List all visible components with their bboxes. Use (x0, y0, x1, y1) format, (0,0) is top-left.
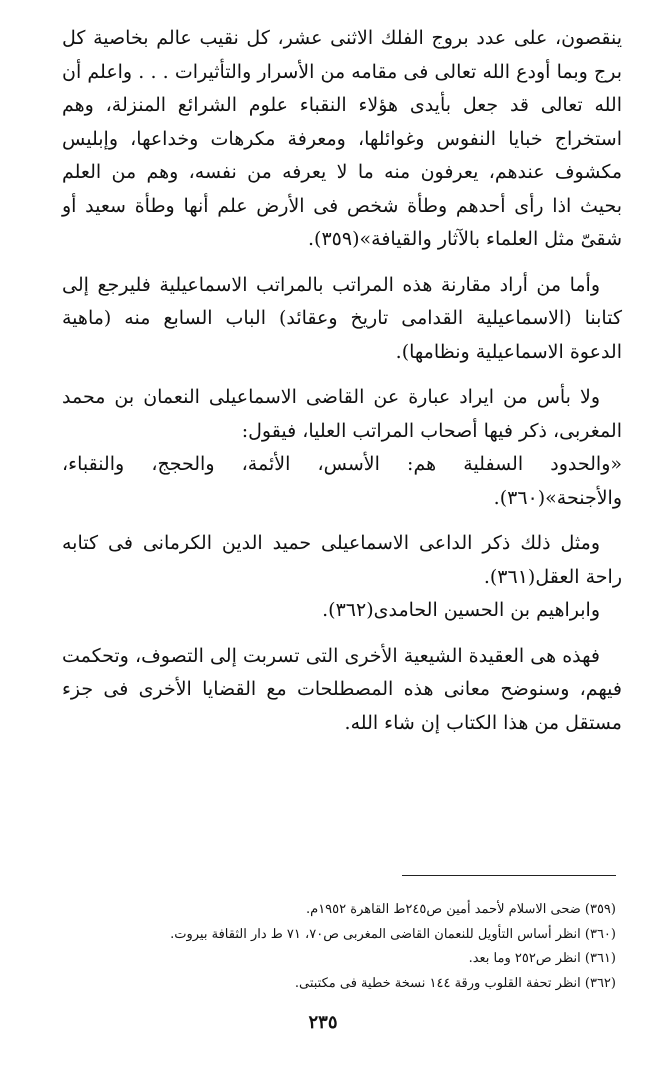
footnote-362: (٣٦٢) انظر تحفة القلوب ورقة ١٤٤ نسخة خطية فى مكتبتى. (294, 975, 616, 991)
paragraph-hamidi: وابراهيم بن الحسين الحامدى(٣٦٢). (322, 599, 600, 621)
paragraph-quote-end: ينقصون، على عدد بروج الفلك الاثنى عشر، كل نقيب عالم بخاصية كل برج وبما أودع الله تعالى فى مقامه من الأسرار والتأثيرات . . . واعلم أن الله تعالى قد جعل بأيدى هؤلاء النقباء علوم الشرائع المنزلة، وهم استخراج خبايا النفوس وغوائلها، ومعرفة مكرهات وخداعها، وإبليس مكشوف عندهم، يعرفون منه ما لا يعرفه من نفسه، وهم من العلم بحيث اذا رأى أحدهم وطأة شخص فى الأرض علم أنها وطأة سعيد أو شقىّ مثل العلماء بالآثار والقيافة»(٣٥٩). (62, 27, 622, 250)
paragraph-comparison: وأما من أراد مقارنة هذه المراتب بالمراتب الاسماعيلية فليرجع إلى كتابنا (الاسماعيلية القدامى تاريخ وعقائد) الباب السابع منه (ماهية الدعوة الاسماعيلية ونظامها). (62, 273, 622, 363)
footnote-divider (402, 875, 616, 876)
paragraph-kirmani: ومثل ذلك ذكر الداعى الاسماعيلى حميد الدين الكرمانى فى كتابه راحة العقل(٣٦١). (62, 532, 622, 588)
footnotes (130, 898, 616, 996)
paragraph-lower-ranks-quote: «والحدود السفلية هم: الأسس، الأئمة، والحجج، والنقباء، والأجنحة»(٣٦٠). (62, 453, 622, 509)
footnote-359: (٣٥٩) ضحى الاسلام لأحمد أمين ص٢٤٥ط القاهرة ١٩٥٢م. (306, 902, 616, 917)
footnote-360: (٣٦٠) انظر أساس التأويل للنعمان القاضى المغربى ص٧٠، ٧١ ط دار الثقافة بيروت. (170, 926, 616, 942)
page-number: ٢٣٥ (308, 1012, 338, 1033)
footnote-361: (٣٦١) انظر ص٢٥٢ وما بعد. (468, 951, 616, 966)
body-text (62, 22, 622, 740)
paragraph-conclusion: فهذه هى العقيدة الشيعية الأخرى التى تسربت إلى التصوف، وتحكمت فيهم، وسنوضح معانى هذه المصطلحات مع القضايا الأخرى فى جزء مستقل من هذا الكتاب إن شاء الله. (62, 644, 622, 734)
paragraph-qadi-numan: ولا بأس من ايراد عبارة عن القاضى الاسماعيلى النعمان بن محمد المغربى، ذكر فيها أصحاب المراتب العليا، فيقول: (62, 386, 622, 442)
